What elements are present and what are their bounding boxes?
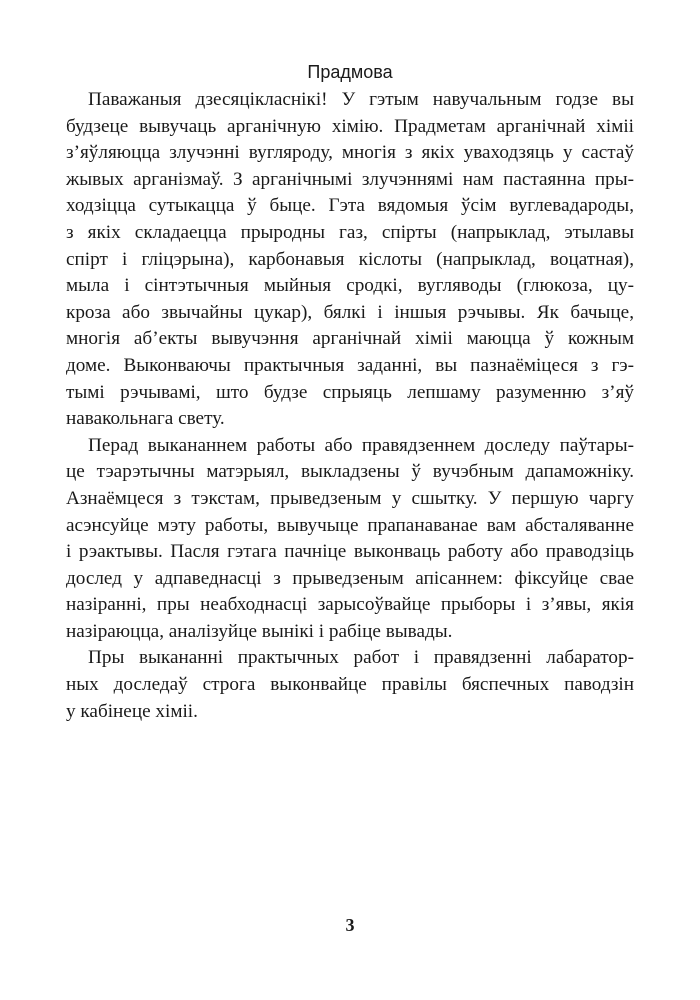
text-line: мыла і сінтэтычныя мыйныя сродкі, вугляводы (глюкоза, цу-: [66, 275, 634, 297]
text-line: навакольнага свету.: [66, 408, 225, 430]
text-line: назіраюцца, аналізуйце вынікі і рабіце вывады.: [66, 620, 453, 642]
page-title: Прадмова: [307, 62, 393, 82]
text-line: ных доследаў строга выконвайце правілы бяспечных паводзін: [66, 674, 634, 696]
text-line: назіранні, пры неабходнасці зарысоўвайце прыборы і з’явы, якія: [66, 594, 634, 616]
text-line: Пры выкананні практычных работ і правядзенні лабаратор-: [88, 647, 634, 669]
text-line: у кабінеце хіміі.: [66, 700, 198, 722]
text-line: і рэактывы. Пасля гэтага пачніце выконваць работу або праводзіць: [66, 541, 634, 563]
body-text: [66, 87, 634, 725]
page-number: 3: [345, 915, 355, 935]
paragraph: [66, 645, 634, 725]
text-line: асэнсуйце мэту работы, вывучыце прапанаванае вам абсталяванне: [66, 514, 634, 536]
text-line: жывых арганізмаў. З арганічнымі злучэннямі нам пастаянна пры-: [66, 168, 634, 190]
paragraph: [66, 87, 634, 433]
text-line: будзеце вывучаць арганічную хімію. Прадметам арганічнай хіміі: [66, 115, 634, 137]
text-line: спірт і гліцэрына), карбонавыя кіслоты (напрыклад, воцатная),: [66, 248, 634, 270]
text-line: тымі рэчывамі, што будзе спрыяць лепшаму разуменню з’яў: [66, 381, 634, 403]
text-line: Перад выкананнем работы або правядзеннем доследу паўтары-: [88, 434, 634, 456]
text-line: кроза або звычайны цукар), бялкі і іншыя рэчывы. Як бачыце,: [66, 301, 634, 323]
text-line: це тэарэтычны матэрыял, выкладзены ў вучэбным дапаможніку.: [66, 461, 634, 483]
paragraph: [66, 433, 634, 646]
text-line: Паважаныя дзесяцікласнікі! У гэтым навучальным годзе вы: [88, 89, 634, 110]
text-line: ходзіцца сутыкацца ў быце. Гэта вядомыя ўсім вуглевадароды,: [66, 195, 634, 217]
text-line: з’яўляюцца злучэнні вугляроду, многія з якіх уваходзяць у састаў: [66, 142, 634, 164]
text-line: з якіх складаецца прыродны газ, спірты (напрыклад, этылавы: [66, 221, 634, 243]
text-line: многія аб’екты вывучэння арганічнай хіміі маюцца ў кожным: [66, 328, 634, 350]
text-line: дослед у адпаведнасці з прыведзеным апісаннем: фіксуйце свае: [66, 567, 634, 589]
text-line: Азнаёмцеся з тэкстам, прыведзеным у сшытку. У першую чаргу: [66, 487, 634, 509]
text-line: доме. Выконваючы практычныя заданні, вы пазнаёміцеся з гэ-: [66, 354, 634, 376]
